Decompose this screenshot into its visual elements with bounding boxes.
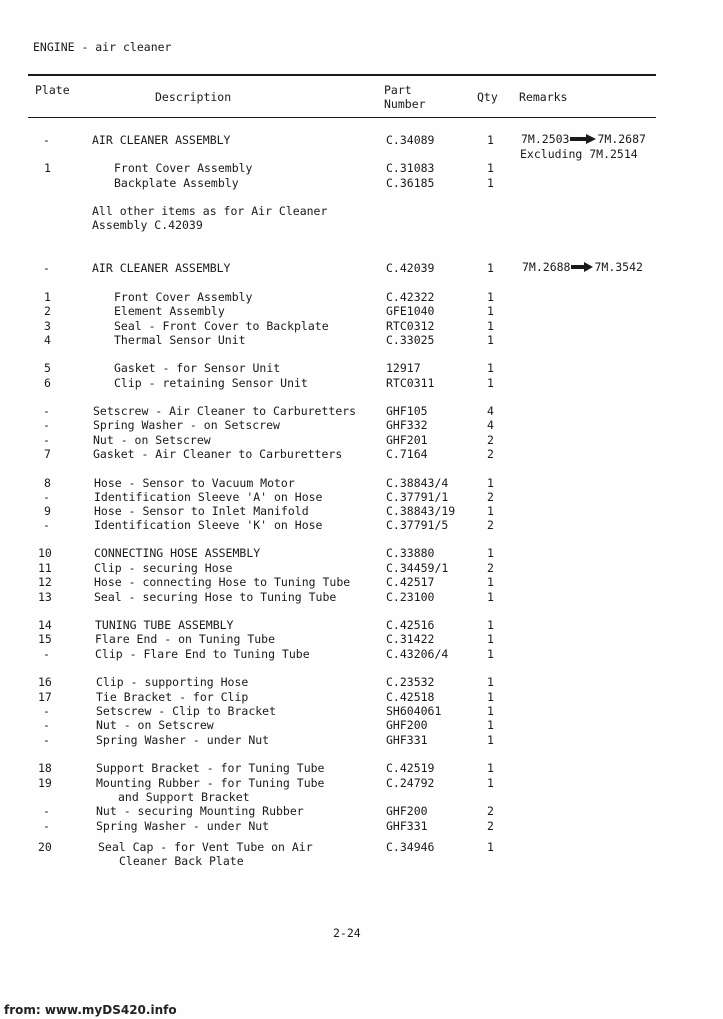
part-quantity: 1	[487, 333, 494, 347]
part-description: Support Bracket - for Tuning Tube	[96, 761, 325, 775]
part-description: Mounting Rubber - for Tuning Tube	[96, 776, 325, 790]
part-quantity: 1	[487, 590, 494, 604]
part-description: Assembly C.42039	[92, 218, 203, 232]
part-quantity: 1	[487, 504, 494, 518]
part-description: Setscrew - Clip to Bracket	[96, 704, 277, 718]
part-quantity: 1	[487, 133, 494, 147]
right-arrow-icon	[571, 262, 593, 272]
part-number: C.38843/19	[386, 504, 456, 518]
plate-number: -	[43, 518, 50, 532]
part-number: C.33025	[386, 333, 435, 347]
part-number: GHF201	[386, 433, 428, 447]
part-description: AIR CLEANER ASSEMBLY	[92, 261, 231, 275]
part-quantity: 1	[487, 761, 494, 775]
part-quantity: 2	[487, 561, 494, 575]
header-plate: Plate	[35, 83, 70, 97]
part-number: C.7164	[386, 447, 428, 461]
part-quantity: 1	[487, 361, 494, 375]
part-quantity: 1	[487, 575, 494, 589]
part-quantity: 1	[487, 776, 494, 790]
part-description: Hose - connecting Hose to Tuning Tube	[94, 575, 351, 589]
part-number: GHF331	[386, 819, 428, 833]
plate-number: -	[43, 804, 50, 818]
part-description: Cleaner Back Plate	[119, 854, 244, 868]
plate-number: -	[43, 733, 50, 747]
page-title: ENGINE - air cleaner	[33, 40, 172, 54]
part-description: Clip - Flare End to Tuning Tube	[95, 647, 310, 661]
plate-number: 4	[44, 333, 51, 347]
part-number: C.43206/4	[386, 647, 449, 661]
part-number: RTC0311	[386, 376, 435, 390]
part-quantity: 4	[487, 418, 494, 432]
part-quantity: 1	[487, 161, 494, 175]
remark-range-1	[521, 132, 646, 146]
part-quantity: 1	[487, 840, 494, 854]
part-quantity: 1	[487, 319, 494, 333]
part-number: GHF331	[386, 733, 428, 747]
plate-number: 15	[38, 632, 52, 646]
plate-number: -	[43, 819, 50, 833]
plate-number: -	[43, 718, 50, 732]
part-number: C.31422	[386, 632, 435, 646]
part-quantity: 1	[487, 261, 494, 275]
part-quantity: 1	[487, 675, 494, 689]
part-description: Clip - securing Hose	[94, 561, 233, 575]
part-number: GFE1040	[386, 304, 435, 318]
part-number: C.42519	[386, 761, 435, 775]
plate-number: 1	[44, 161, 51, 175]
part-number: C.42518	[386, 690, 435, 704]
plate-number: -	[43, 133, 50, 147]
part-description: Tie Bracket - for Clip	[96, 690, 249, 704]
plate-number: 13	[38, 590, 52, 604]
part-number: C.42516	[386, 618, 435, 632]
plate-number: 3	[44, 319, 51, 333]
plate-number: 9	[44, 504, 51, 518]
remark-range-2-from: 7M.2688	[522, 260, 571, 274]
header-part-line1: Part	[384, 83, 412, 97]
plate-number: -	[43, 261, 50, 275]
part-description: Gasket - for Sensor Unit	[114, 361, 281, 375]
plate-number: 2	[44, 304, 51, 318]
plate-number: 20	[38, 840, 52, 854]
part-quantity: 1	[487, 546, 494, 560]
part-number: C.42517	[386, 575, 435, 589]
part-number: GHF105	[386, 404, 428, 418]
part-quantity: 1	[487, 647, 494, 661]
part-quantity: 2	[487, 518, 494, 532]
plate-number: 6	[44, 376, 51, 390]
plate-number: 17	[38, 690, 52, 704]
header-remarks: Remarks	[519, 90, 568, 104]
part-description: Spring Washer - on Setscrew	[93, 418, 280, 432]
part-quantity: 1	[487, 476, 494, 490]
plate-number: 7	[44, 447, 51, 461]
header-description: Description	[155, 90, 232, 104]
part-number: C.42322	[386, 290, 435, 304]
part-description: Seal Cap - for Vent Tube on Air	[98, 840, 313, 854]
part-quantity: 1	[487, 690, 494, 704]
part-number: C.37791/5	[386, 518, 449, 532]
plate-number: -	[43, 433, 50, 447]
part-description: Spring Washer - under Nut	[96, 819, 270, 833]
page-number: 2-24	[333, 926, 361, 940]
plate-number: 11	[38, 561, 52, 575]
part-description: Identification Sleeve 'K' on Hose	[94, 518, 323, 532]
source-footer: from: www.myDS420.info	[4, 1003, 177, 1017]
part-number: C.33880	[386, 546, 435, 560]
header-qty: Qty	[477, 90, 498, 104]
part-description: Element Assembly	[114, 304, 225, 318]
part-quantity: 1	[487, 176, 494, 190]
plate-number: 8	[44, 476, 51, 490]
part-description: Flare End - on Tuning Tube	[95, 632, 276, 646]
part-description: Nut - on Setscrew	[96, 718, 214, 732]
remark-range-1-to: 7M.2687	[597, 132, 646, 146]
part-quantity: 1	[487, 733, 494, 747]
part-quantity: 2	[487, 490, 494, 504]
header-rule-bottom	[28, 117, 656, 118]
plate-number: 1	[44, 290, 51, 304]
remark-range-1-from: 7M.2503	[521, 132, 570, 146]
part-number: C.23532	[386, 675, 435, 689]
part-description: Hose - Sensor to Vacuum Motor	[94, 476, 295, 490]
part-number: C.37791/1	[386, 490, 449, 504]
part-description: Identification Sleeve 'A' on Hose	[94, 490, 323, 504]
plate-number: 19	[38, 776, 52, 790]
part-number: C.38843/4	[386, 476, 449, 490]
part-number: SH604061	[386, 704, 442, 718]
part-description: Spring Washer - under Nut	[96, 733, 270, 747]
part-number: C.34089	[386, 133, 435, 147]
part-number: 12917	[386, 361, 421, 375]
part-number: C.24792	[386, 776, 435, 790]
plate-number: 16	[38, 675, 52, 689]
part-quantity: 4	[487, 404, 494, 418]
plate-number: 5	[44, 361, 51, 375]
part-number: GHF200	[386, 804, 428, 818]
remark-note-1: Excluding 7M.2514	[520, 147, 638, 161]
plate-number: 12	[38, 575, 52, 589]
plate-number: 18	[38, 761, 52, 775]
part-description: Seal - Front Cover to Backplate	[114, 319, 329, 333]
plate-number: -	[43, 704, 50, 718]
part-quantity: 1	[487, 632, 494, 646]
header-part-line2: Number	[384, 97, 426, 111]
part-description: Clip - supporting Hose	[96, 675, 249, 689]
part-quantity: 1	[487, 618, 494, 632]
part-number: C.36185	[386, 176, 435, 190]
part-description: and Support Bracket	[118, 790, 250, 804]
part-description: Thermal Sensor Unit	[114, 333, 246, 347]
part-description: Front Cover Assembly	[114, 161, 253, 175]
part-quantity: 1	[487, 304, 494, 318]
part-quantity: 1	[487, 718, 494, 732]
part-description: Hose - Sensor to Inlet Manifold	[94, 504, 309, 518]
header-rule-top	[28, 74, 656, 76]
part-description: Front Cover Assembly	[114, 290, 253, 304]
part-description: Backplate Assembly	[114, 176, 239, 190]
part-description: AIR CLEANER ASSEMBLY	[92, 133, 231, 147]
part-description: All other items as for Air Cleaner	[92, 204, 328, 218]
part-number: C.42039	[386, 261, 435, 275]
part-quantity: 2	[487, 819, 494, 833]
part-quantity: 1	[487, 290, 494, 304]
part-quantity: 1	[487, 376, 494, 390]
part-description: Setscrew - Air Cleaner to Carburetters	[93, 404, 357, 418]
plate-number: -	[43, 418, 50, 432]
remark-range-2-to: 7M.3542	[594, 260, 643, 274]
part-quantity: 2	[487, 447, 494, 461]
part-number: C.34459/1	[386, 561, 449, 575]
plate-number: -	[43, 647, 50, 661]
plate-number: -	[43, 404, 50, 418]
part-number: GHF332	[386, 418, 428, 432]
part-quantity: 2	[487, 433, 494, 447]
part-quantity: 1	[487, 704, 494, 718]
part-description: Clip - retaining Sensor Unit	[114, 376, 308, 390]
part-quantity: 2	[487, 804, 494, 818]
plate-number: 10	[38, 546, 52, 560]
plate-number: -	[43, 490, 50, 504]
plate-number: 14	[38, 618, 52, 632]
part-number: C.23100	[386, 590, 435, 604]
part-number: RTC0312	[386, 319, 435, 333]
part-description: CONNECTING HOSE ASSEMBLY	[94, 546, 261, 560]
remark-range-2	[522, 260, 643, 274]
part-number: GHF200	[386, 718, 428, 732]
part-description: Nut - on Setscrew	[93, 433, 211, 447]
part-description: Seal - securing Hose to Tuning Tube	[94, 590, 337, 604]
part-number: C.31083	[386, 161, 435, 175]
part-description: Nut - securing Mounting Rubber	[96, 804, 304, 818]
part-number: C.34946	[386, 840, 435, 854]
part-description: Gasket - Air Cleaner to Carburetters	[93, 447, 343, 461]
part-description: TUNING TUBE ASSEMBLY	[95, 618, 234, 632]
right-arrow-icon	[570, 134, 596, 144]
